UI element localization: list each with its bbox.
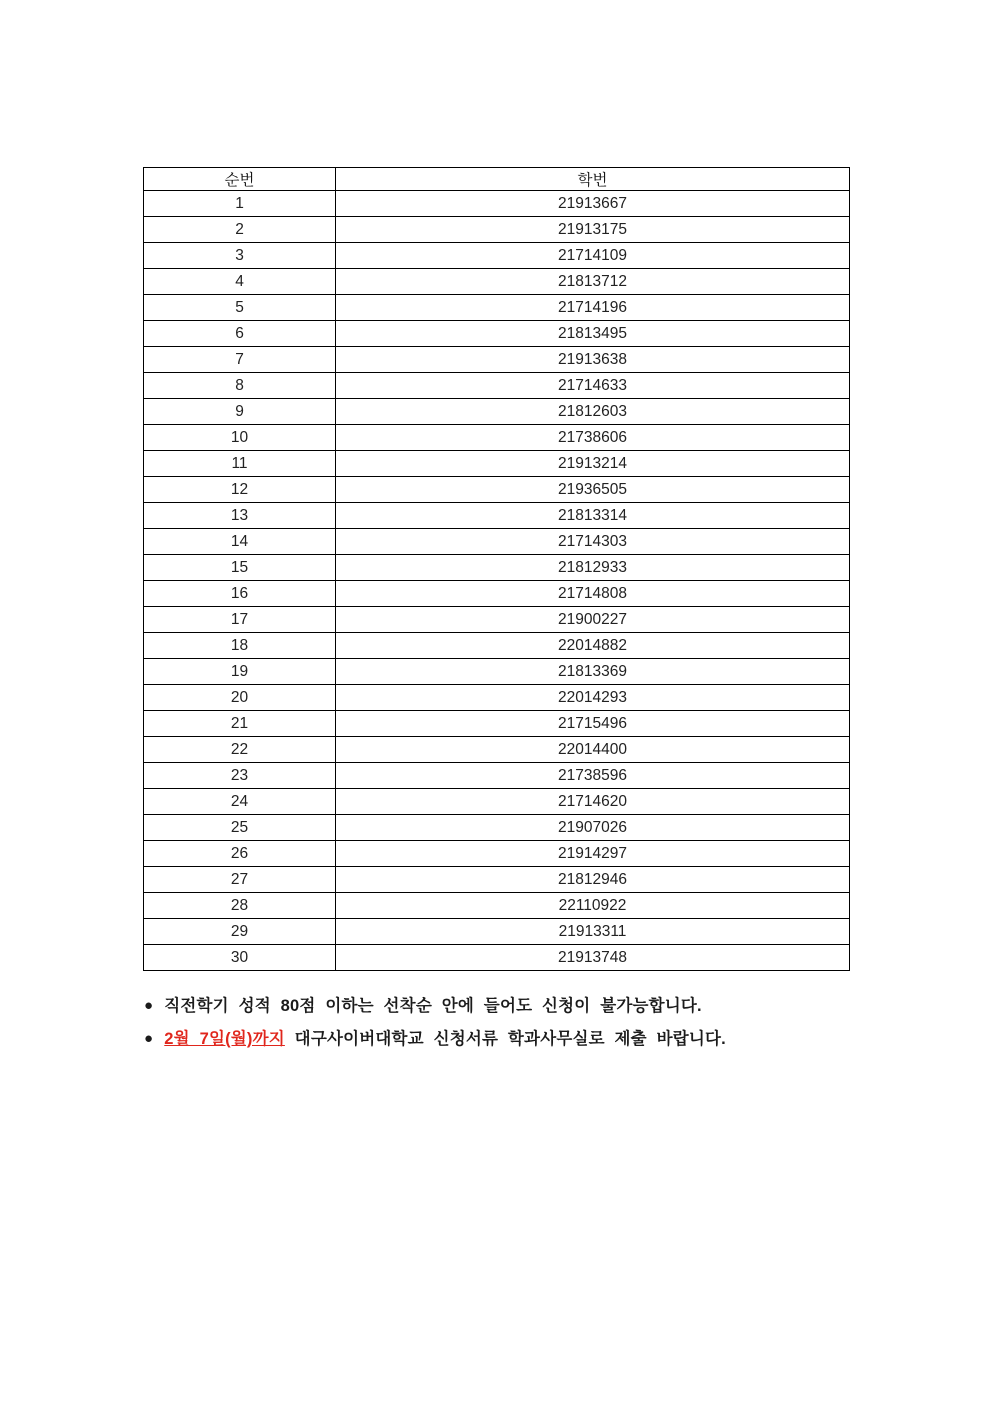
bullet-icon: ● — [144, 997, 154, 1014]
table-row — [144, 711, 850, 737]
note-text: 직전학기 성적 80점 이하는 선착순 안에 들어도 신청이 불가능합니다. — [164, 997, 702, 1015]
bullet-icon: ● — [144, 1030, 154, 1047]
cell-seq: 3 — [144, 243, 336, 269]
table-row — [144, 451, 850, 477]
cell-student-id: 21715496 — [336, 711, 850, 737]
cell-seq: 8 — [144, 373, 336, 399]
cell-student-id: 21714633 — [336, 373, 850, 399]
cell-student-id: 21913667 — [336, 191, 850, 217]
cell-seq: 17 — [144, 607, 336, 633]
deadline-highlight: 2월 7일(월)까지 — [164, 1030, 285, 1048]
table-row — [144, 477, 850, 503]
table-row — [144, 555, 850, 581]
note-text: 대구사이버대학교 신청서류 학과사무실로 제출 바랍니다. — [284, 1030, 726, 1048]
table-row — [144, 607, 850, 633]
cell-student-id: 21813712 — [336, 269, 850, 295]
cell-seq: 22 — [144, 737, 336, 763]
table-row — [144, 191, 850, 217]
cell-seq: 26 — [144, 841, 336, 867]
cell-seq: 4 — [144, 269, 336, 295]
cell-seq: 9 — [144, 399, 336, 425]
cell-seq: 27 — [144, 867, 336, 893]
cell-student-id: 22110922 — [336, 893, 850, 919]
table-row — [144, 321, 850, 347]
cell-student-id: 21714196 — [336, 295, 850, 321]
table-row — [144, 373, 850, 399]
header-student-id: 학번 — [336, 168, 850, 191]
cell-student-id: 21813495 — [336, 321, 850, 347]
cell-seq: 11 — [144, 451, 336, 477]
cell-student-id: 21900227 — [336, 607, 850, 633]
cell-student-id: 22014882 — [336, 633, 850, 659]
cell-student-id: 21907026 — [336, 815, 850, 841]
note-item — [144, 995, 726, 1018]
table-row — [144, 581, 850, 607]
cell-student-id: 21813314 — [336, 503, 850, 529]
note-item — [144, 1028, 726, 1051]
table-row — [144, 659, 850, 685]
table-row — [144, 945, 850, 971]
table-row — [144, 269, 850, 295]
cell-student-id: 21714620 — [336, 789, 850, 815]
cell-seq: 25 — [144, 815, 336, 841]
cell-student-id: 21913214 — [336, 451, 850, 477]
cell-student-id: 21714109 — [336, 243, 850, 269]
cell-student-id: 21714303 — [336, 529, 850, 555]
cell-student-id: 21812933 — [336, 555, 850, 581]
cell-student-id: 21738596 — [336, 763, 850, 789]
cell-student-id: 22014293 — [336, 685, 850, 711]
cell-seq: 1 — [144, 191, 336, 217]
table-row — [144, 243, 850, 269]
cell-seq: 21 — [144, 711, 336, 737]
cell-seq: 7 — [144, 347, 336, 373]
cell-seq: 20 — [144, 685, 336, 711]
cell-seq: 30 — [144, 945, 336, 971]
cell-student-id: 21812946 — [336, 867, 850, 893]
cell-seq: 13 — [144, 503, 336, 529]
cell-student-id: 21936505 — [336, 477, 850, 503]
table-row — [144, 347, 850, 373]
cell-seq: 23 — [144, 763, 336, 789]
cell-student-id: 21913638 — [336, 347, 850, 373]
cell-seq: 24 — [144, 789, 336, 815]
cell-seq: 12 — [144, 477, 336, 503]
table-row — [144, 685, 850, 711]
table-row — [144, 633, 850, 659]
cell-student-id: 21913311 — [336, 919, 850, 945]
table-row — [144, 503, 850, 529]
cell-student-id: 21812603 — [336, 399, 850, 425]
table-row — [144, 737, 850, 763]
table-body — [144, 191, 850, 971]
table-row — [144, 763, 850, 789]
cell-student-id: 21913175 — [336, 217, 850, 243]
cell-student-id: 21913748 — [336, 945, 850, 971]
cell-seq: 2 — [144, 217, 336, 243]
table-row — [144, 529, 850, 555]
cell-student-id: 22014400 — [336, 737, 850, 763]
header-seq: 순번 — [144, 168, 336, 191]
cell-seq: 16 — [144, 581, 336, 607]
table-row — [144, 217, 850, 243]
table-row — [144, 295, 850, 321]
cell-seq: 14 — [144, 529, 336, 555]
cell-seq: 19 — [144, 659, 336, 685]
table-row — [144, 841, 850, 867]
cell-student-id: 21813369 — [336, 659, 850, 685]
table-row — [144, 815, 850, 841]
table-row — [144, 425, 850, 451]
cell-student-id: 21914297 — [336, 841, 850, 867]
notes — [144, 995, 726, 1061]
cell-seq: 18 — [144, 633, 336, 659]
cell-seq: 29 — [144, 919, 336, 945]
cell-student-id: 21714808 — [336, 581, 850, 607]
table-header-row — [144, 168, 850, 191]
table-row — [144, 867, 850, 893]
cell-seq: 28 — [144, 893, 336, 919]
cell-seq: 5 — [144, 295, 336, 321]
cell-student-id: 21738606 — [336, 425, 850, 451]
cell-seq: 10 — [144, 425, 336, 451]
table-row — [144, 399, 850, 425]
table-row — [144, 789, 850, 815]
cell-seq: 15 — [144, 555, 336, 581]
table-row — [144, 919, 850, 945]
table-row — [144, 893, 850, 919]
cell-seq: 6 — [144, 321, 336, 347]
student-roster-table — [143, 167, 850, 971]
